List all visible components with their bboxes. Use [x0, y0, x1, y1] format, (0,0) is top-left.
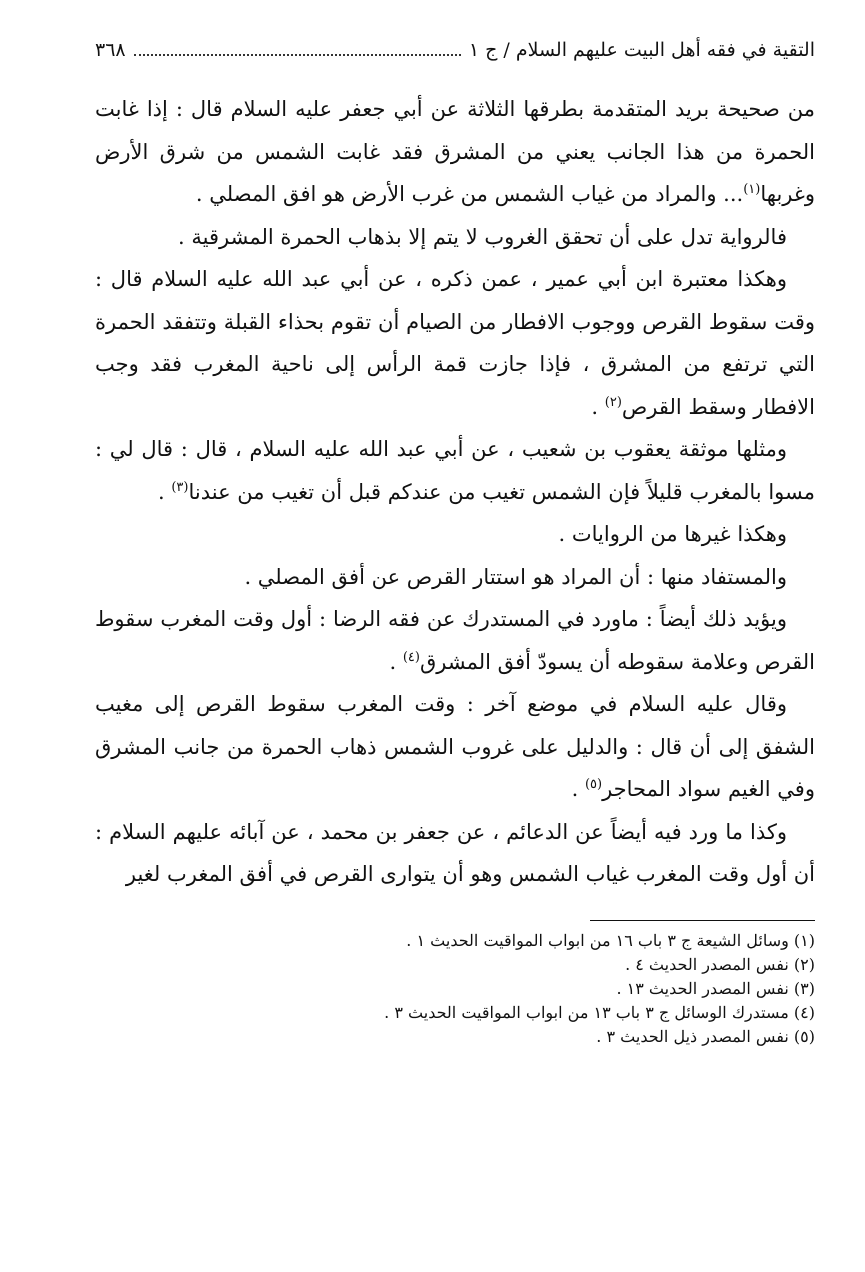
paragraph-4: ومثلها موثقة يعقوب بن شعيب ، عن أبي عبد الله عليه السلام ، قال : قال لي : مسوا بالمغرب قليلاً فإن الشمس تغيب من عندكم قبل أن تغيب من عندنا$^{(٣)}$ .	[95, 437, 815, 504]
header-leader-dots	[134, 32, 461, 56]
footnotes	[95, 929, 815, 1049]
paragraph-2: فالرواية تدل على أن تحقق الغروب لا يتم إلا بذهاب الحمرة المشرقية .	[178, 224, 787, 249]
paragraph-7: ويؤيد ذلك أيضاً : ماورد في المستدرك عن فقه الرضا : أول وقت المغرب سقوط القرص وعلامة سقوطه أن يسودّ أفق المشرق$^{(٤)}$ .	[95, 607, 815, 674]
page-header	[95, 30, 815, 70]
book-page	[95, 30, 815, 1250]
footnote-ref-4: (٤)	[402, 649, 420, 665]
paragraph-8: وقال عليه السلام في موضع آخر : وقت المغرب سقوط القرص إلى مغيب الشفق إلى أن قال : والدليل على غروب الشمس ذهاب الحمرة من جانب المشرق وفي الغيم سواد المحاجر$^{(٥)}$ .	[95, 692, 815, 801]
page-number: ٣٦٨	[95, 39, 126, 61]
footnote-ref-2: (٢)	[604, 394, 622, 410]
footnote-5: (٥) نفس المصدر ذيل الحديث ٣ .	[596, 1026, 815, 1046]
footnote-ref-5: (٥)	[584, 777, 603, 792]
paragraph-3: وهكذا معتبرة ابن أبي عمير ، عمن ذكره ، عن أبي عبد الله عليه السلام قال : وقت سقوط القرص ووجوب الافطار من الصيام أن تقوم بحذاء القبلة وتتفقد الحمرة التي ترتفع من المشرق ، فإذا جازت قمة الرأس إلى ناحية المغرب فقد وجب الافطار وسقط القرص$^{(٢)}$ .	[95, 267, 815, 419]
paragraph-1: من صحيحة بريد المتقدمة بطرقها الثلاثة عن أبي جعفر عليه السلام قال : إذا غابت الحمرة من هذا الجانب يعني من المشرق فقد غابت الشمس من شرق الأرض وغربها$^{(١)}$... والمراد من غياب الشمس من غرب الأرض هو افق المصلي .	[95, 97, 815, 206]
footnote-2: (٢) نفس المصدر الحديث ٤ .	[625, 954, 815, 974]
paragraph-6: والمستفاد منها : أن المراد هو استتار القرص عن أفق المصلي .	[244, 564, 787, 589]
footnote-ref-1: (١)	[743, 182, 761, 197]
running-title: التقية في فقه أهل البيت عليهم السلام / ج ١	[468, 39, 815, 61]
paragraph-5: وهكذا غيرها من الروايات .	[558, 522, 787, 546]
main-text	[95, 88, 815, 896]
paragraph-9: وكذا ما ورد فيه أيضاً عن الدعائم ، عن جعفر بن محمد ، عن آبائه عليهم السلام : أن أول وقت المغرب غياب الشمس وهو أن يتوارى القرص في أفق المغرب لغير	[95, 819, 815, 886]
footnote-4: (٤) مستدرك الوسائل ج ٣ باب ١٣ من ابواب المواقيت الحديث ٣ .	[384, 1002, 815, 1022]
footnote-1: (١) وسائل الشيعة ج ٣ باب ١٦ من ابواب المواقيت الحديث ١ .	[406, 930, 815, 950]
footnote-ref-3: (٣)	[171, 479, 189, 495]
footnote-divider	[590, 920, 815, 921]
footnote-3: (٣) نفس المصدر الحديث ١٣ .	[616, 978, 815, 998]
